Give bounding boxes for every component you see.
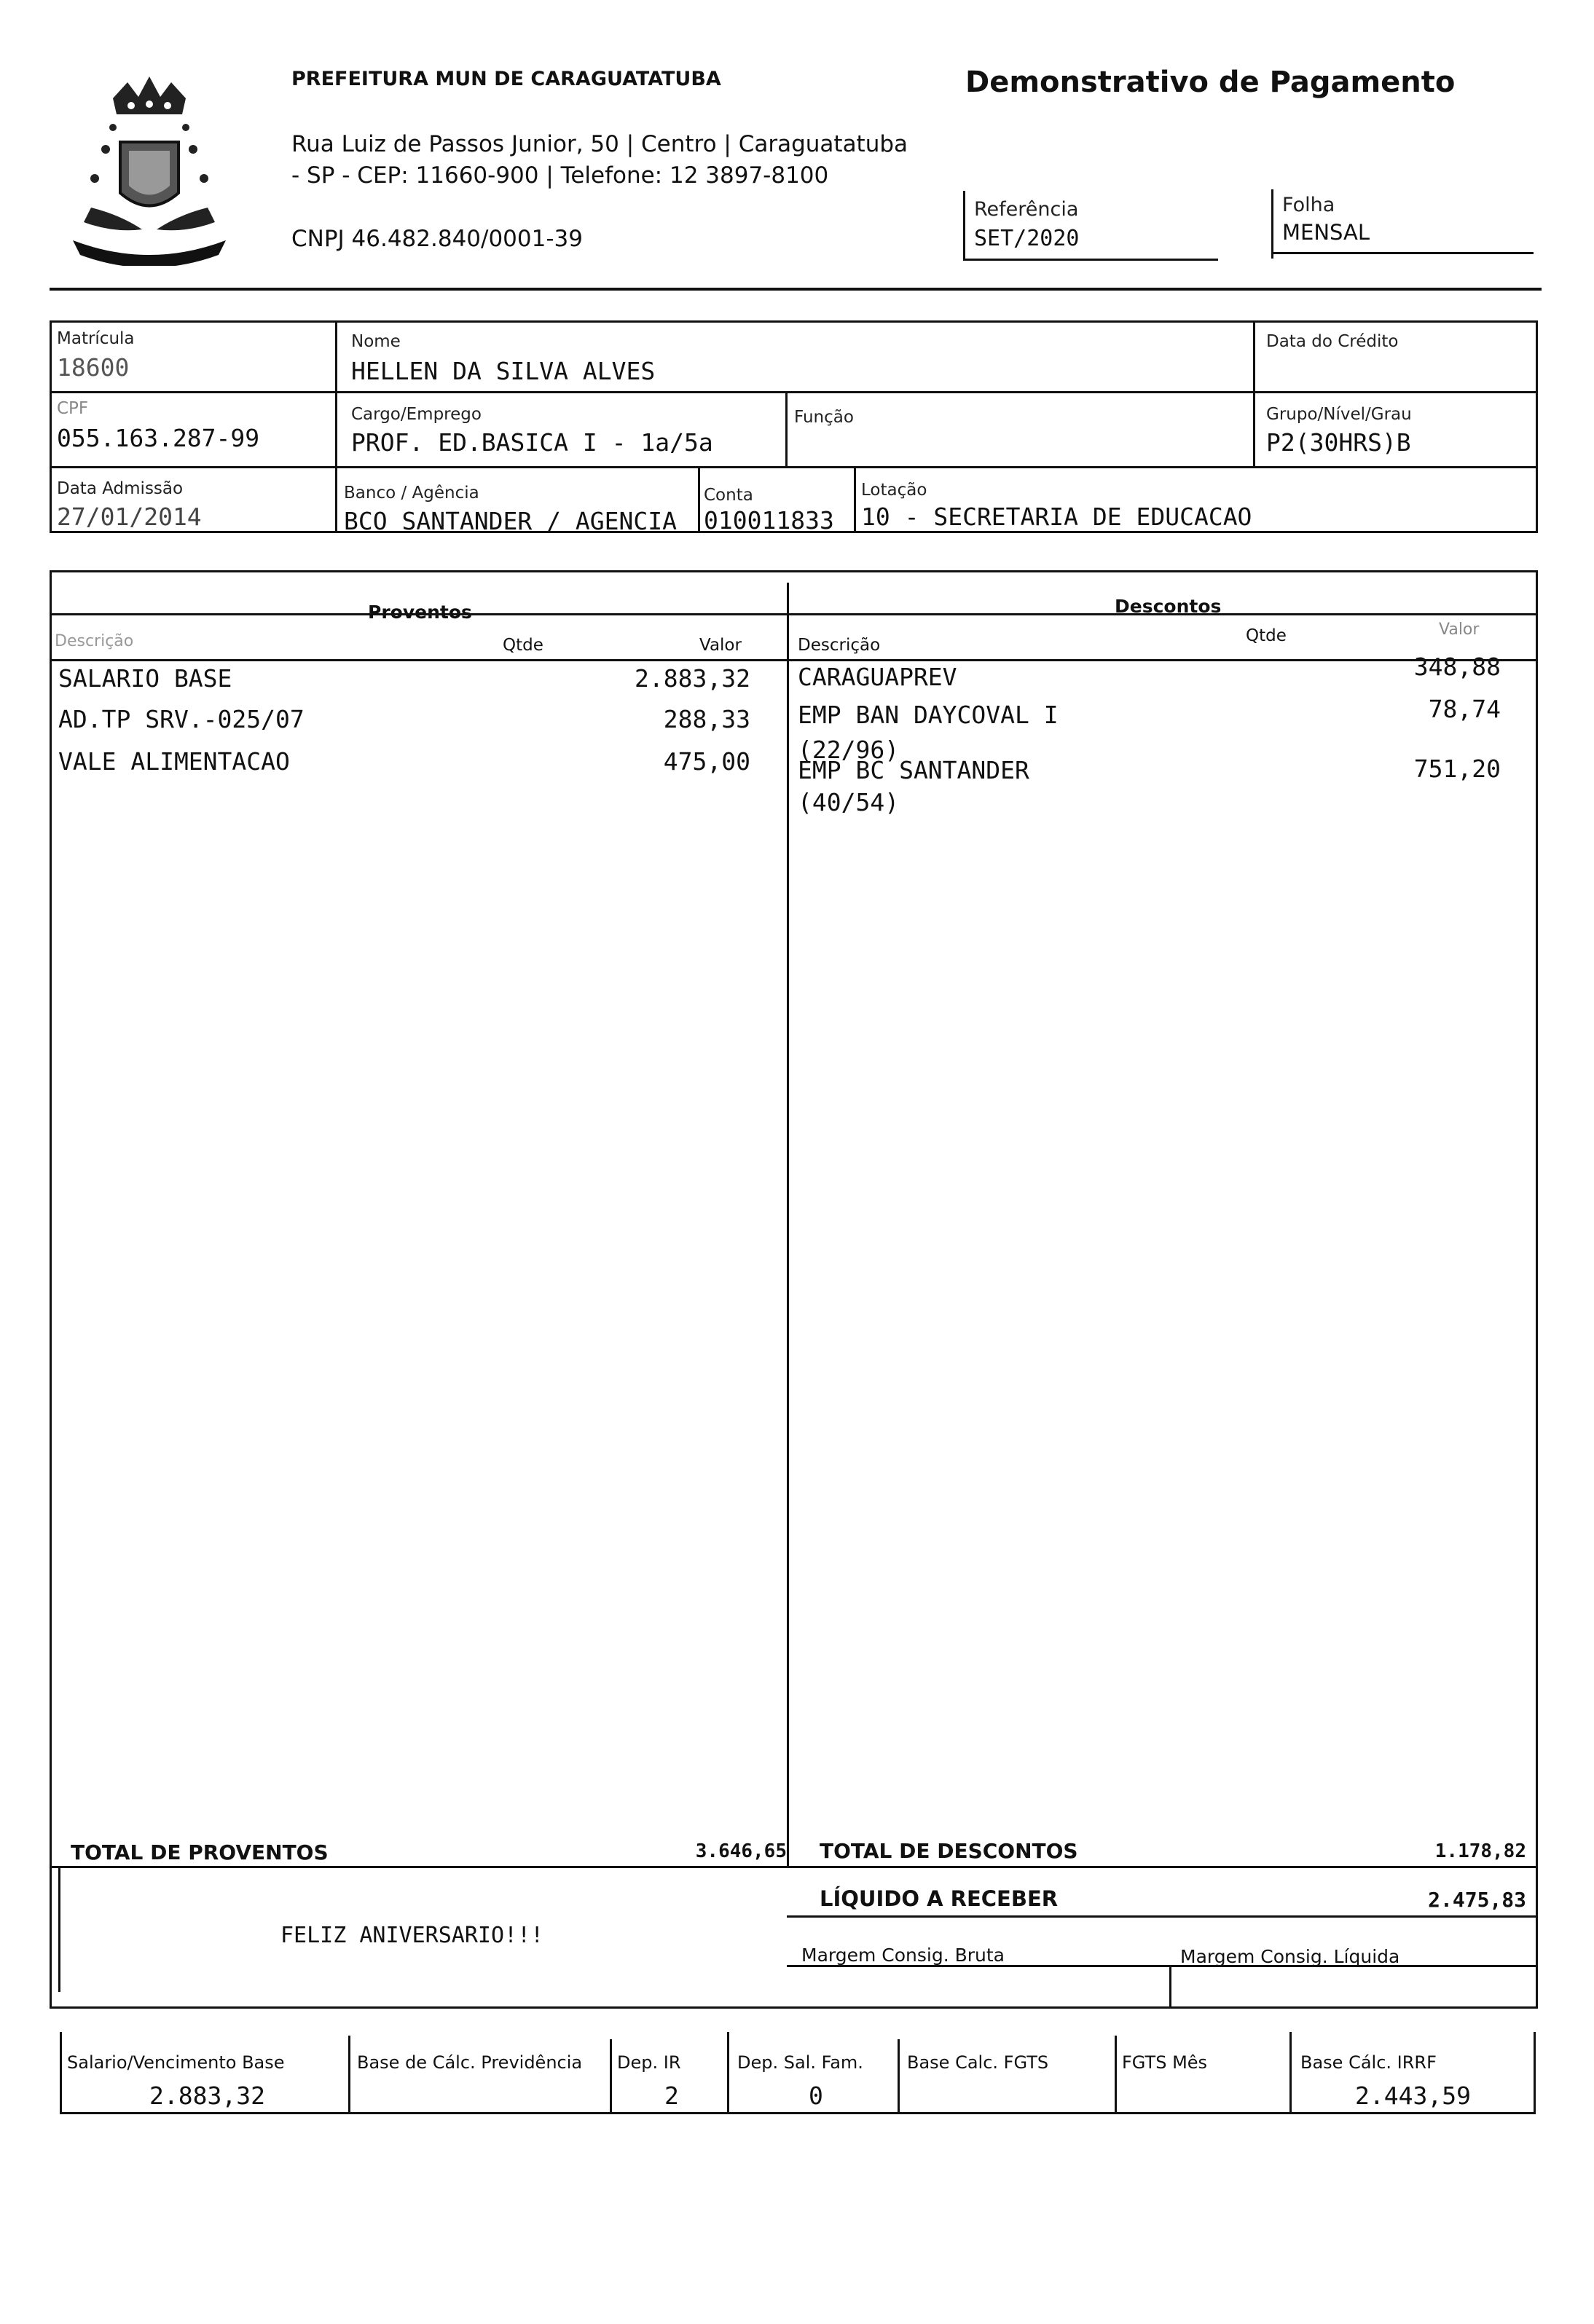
provento-valor-2: 288,33 (663, 705, 750, 733)
provento-desc-2: AD.TP SRV.-025/07 (58, 705, 305, 733)
descontos-col-valor: Valor (1439, 621, 1480, 639)
footer-base-irrf-label: Base Cálc. IRRF (1300, 2052, 1437, 2073)
header-divider (50, 288, 1542, 291)
folha-label: Folha (1282, 194, 1335, 216)
cpf-label: CPF (57, 399, 89, 418)
conta-label: Conta (704, 486, 753, 505)
cnpj: CNPJ 46.482.840/0001-39 (291, 226, 583, 252)
banco-value: BCO SANTANDER / AGENCIA (344, 507, 677, 535)
footer-dep-ir-label: Dep. IR (617, 2052, 681, 2073)
footer-base-irrf-value: 2.443,59 (1355, 2081, 1471, 2110)
provento-desc-1: SALARIO BASE (58, 664, 232, 693)
footer-dep-sal-fam-label: Dep. Sal. Fam. (737, 2052, 863, 2073)
descontos-col-desc: Descrição (798, 636, 881, 655)
desconto-desc-3: EMP BC SANTANDER (798, 756, 1029, 784)
cpf-value: 055.163.287-99 (57, 424, 260, 452)
org-name: PREFEITURA MUN DE CARAGUATATUBA (291, 68, 721, 90)
grupo-label: Grupo/Nível/Grau (1266, 405, 1412, 424)
footer-dep-sal-fam-value: 0 (809, 2081, 823, 2110)
proventos-col-qtde: Qtde (503, 636, 543, 655)
margem-bruta-label: Margem Consig. Bruta (801, 1945, 1005, 1966)
data-credito-label: Data do Crédito (1266, 332, 1399, 351)
referencia-value: SET/2020 (974, 226, 1080, 251)
descontos-title: Descontos (1115, 596, 1222, 617)
proventos-title: Proventos (368, 602, 472, 623)
footer-base-prev-label: Base de Cálc. Previdência (357, 2052, 583, 2073)
matricula-label: Matrícula (57, 329, 135, 348)
address-line-2: - SP - CEP: 11660-900 | Telefone: 12 3897-8100 (291, 162, 829, 189)
folha-value: MENSAL (1282, 220, 1370, 245)
employee-info-box (50, 320, 1538, 533)
liquido-value: 2.475,83 (1428, 1888, 1526, 1912)
address-line-1: Rua Luiz de Passos Junior, 50 | Centro | Caraguatatuba (291, 131, 908, 157)
desconto-valor-2: 78,74 (1428, 695, 1501, 723)
funcao-label: Função (794, 408, 854, 427)
desconto-desc-2b: (22/96) (798, 736, 900, 764)
admissao-label: Data Admissão (57, 479, 184, 498)
lotacao-label: Lotação (861, 481, 927, 500)
provento-desc-3: VALE ALIMENTACAO (58, 747, 290, 776)
cargo-value: PROF. ED.BASICA I - 1a/5a (351, 428, 713, 457)
provento-valor-1: 2.883,32 (635, 664, 750, 693)
conta-value: 010011833 (704, 506, 834, 535)
admissao-value: 27/01/2014 (57, 503, 202, 531)
footer-salario-base-value: 2.883,32 (149, 2081, 265, 2110)
descontos-col-qtde: Qtde (1246, 626, 1287, 645)
nome-label: Nome (351, 332, 401, 351)
totals-divider (50, 1866, 1538, 1868)
total-descontos-value: 1.178,82 (1434, 1840, 1526, 1862)
document-title: Demonstrativo de Pagamento (965, 66, 1456, 99)
grupo-value: P2(30HRS)B (1266, 428, 1411, 457)
referencia-label: Referência (974, 198, 1079, 221)
footer-dep-ir-value: 2 (664, 2081, 679, 2110)
city-coat-of-arms-icon (62, 69, 237, 266)
total-proventos-value: 3.646,65 (695, 1840, 787, 1862)
desconto-desc-2: EMP BAN DAYCOVAL I (798, 701, 1059, 729)
liquido-label: LÍQUIDO A RECEBER (820, 1886, 1059, 1911)
desconto-valor-3: 751,20 (1413, 755, 1501, 783)
banco-label: Banco / Agência (344, 484, 479, 503)
provento-valor-3: 475,00 (663, 747, 750, 776)
proventos-col-desc: Descrição (55, 632, 134, 650)
lotacao-value: 10 - SECRETARIA DE EDUCACAO (861, 503, 1252, 531)
desconto-desc-3b: (40/54) (798, 788, 900, 816)
matricula-value: 18600 (57, 353, 130, 382)
payment-table (50, 570, 1538, 2009)
margem-liquida-label: Margem Consig. Líquida (1180, 1946, 1400, 1967)
nome-value: HELLEN DA SILVA ALVES (351, 357, 656, 385)
total-descontos-label: TOTAL DE DESCONTOS (820, 1839, 1078, 1863)
birthday-message: FELIZ ANIVERSARIO!!! (280, 1923, 544, 1948)
desconto-valor-1: 348,88 (1413, 653, 1501, 681)
total-proventos-label: TOTAL DE PROVENTOS (71, 1840, 329, 1864)
footer-base-fgts-label: Base Calc. FGTS (907, 2052, 1049, 2073)
proventos-col-valor: Valor (699, 636, 742, 655)
footer-salario-base-label: Salario/Vencimento Base (67, 2052, 285, 2073)
footer-fgts-mes-label: FGTS Mês (1122, 2052, 1208, 2073)
cargo-label: Cargo/Emprego (351, 405, 482, 424)
desconto-desc-1: CARAGUAPREV (798, 663, 957, 691)
